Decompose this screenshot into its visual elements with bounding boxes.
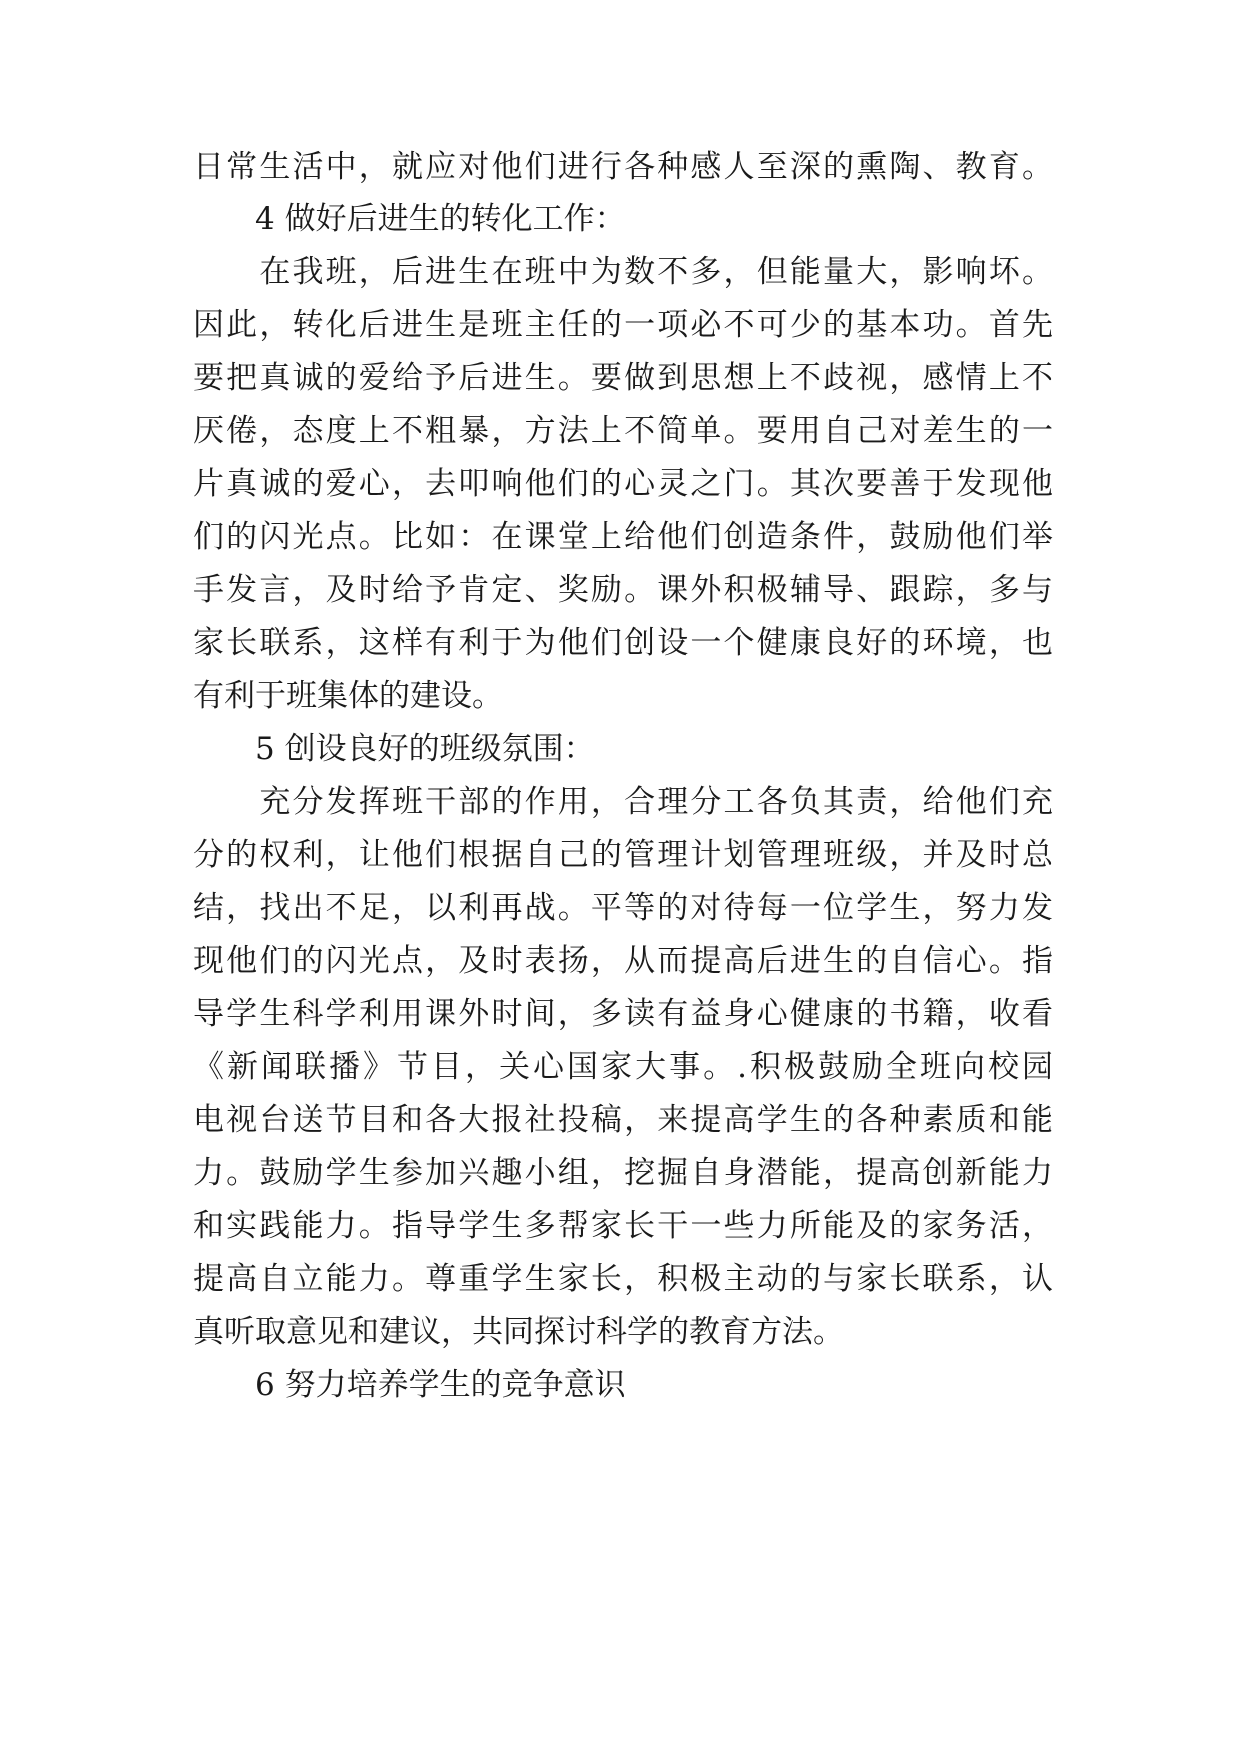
section-heading-6: 6 努力培养学生的竞争意识	[193, 1367, 626, 1403]
section-heading-5: 5 创设良好的班级氛围：	[193, 731, 595, 767]
text-line-8: 们的闪光点。比如：在课堂上给他们创造条件，鼓励他们举	[193, 519, 1053, 555]
text-line-23: 真听取意见和建议，共同探讨科学的教育方法。	[193, 1314, 844, 1350]
text-line-21: 和实践能力。指导学生多帮家长干一些力所能及的家务活，	[193, 1208, 1053, 1244]
text-line-20: 力。鼓励学生参加兴趣小组，挖掘自身潜能，提高创新能力	[193, 1155, 1053, 1191]
text-line-13: 充分发挥班干部的作用，合理分工各负其责，给他们充	[193, 784, 1053, 820]
text-line-3: 在我班，后进生在班中为数不多，但能量大，影响坏。	[193, 254, 1053, 290]
text-line-18: 《新闻联播》节目，关心国家大事。.积极鼓励全班向校园	[193, 1049, 1053, 1085]
text-line-10: 家长联系，这样有利于为他们创设一个健康良好的环境，也	[193, 625, 1053, 661]
text-line-7: 片真诚的爱心，去叩响他们的心灵之门。其次要善于发现他	[193, 466, 1053, 502]
text-line-16: 现他们的闪光点，及时表扬，从而提高后进生的自信心。指	[193, 943, 1053, 979]
text-line-14: 分的权利，让他们根据自己的管理计划管理班级，并及时总	[193, 837, 1053, 873]
text-line-5: 要把真诚的爱给予后进生。要做到思想上不歧视，感情上不	[193, 360, 1053, 396]
text-line-9: 手发言，及时给予肯定、奖励。课外积极辅导、跟踪，多与	[193, 572, 1053, 608]
text-line-17: 导学生科学利用课外时间，多读有益身心健康的书籍，收看	[193, 996, 1053, 1032]
text-line-11: 有利于班集体的建设。	[193, 678, 503, 714]
section-heading-4: 4 做好后进生的转化工作：	[193, 201, 626, 237]
text-line-4: 因此，转化后进生是班主任的一项必不可少的基本功。首先	[193, 307, 1053, 343]
text-line-22: 提高自立能力。尊重学生家长，积极主动的与家长联系，认	[193, 1261, 1053, 1297]
text-line-15: 结，找出不足，以利再战。平等的对待每一位学生，努力发	[193, 890, 1053, 926]
text-line-1: 日常生活中，就应对他们进行各种感人至深的熏陶、教育。	[193, 149, 1053, 185]
text-line-6: 厌倦，态度上不粗暴，方法上不简单。要用自己对差生的一	[193, 413, 1053, 449]
text-line-19: 电视台送节目和各大报社投稿，来提高学生的各种素质和能	[193, 1102, 1053, 1138]
